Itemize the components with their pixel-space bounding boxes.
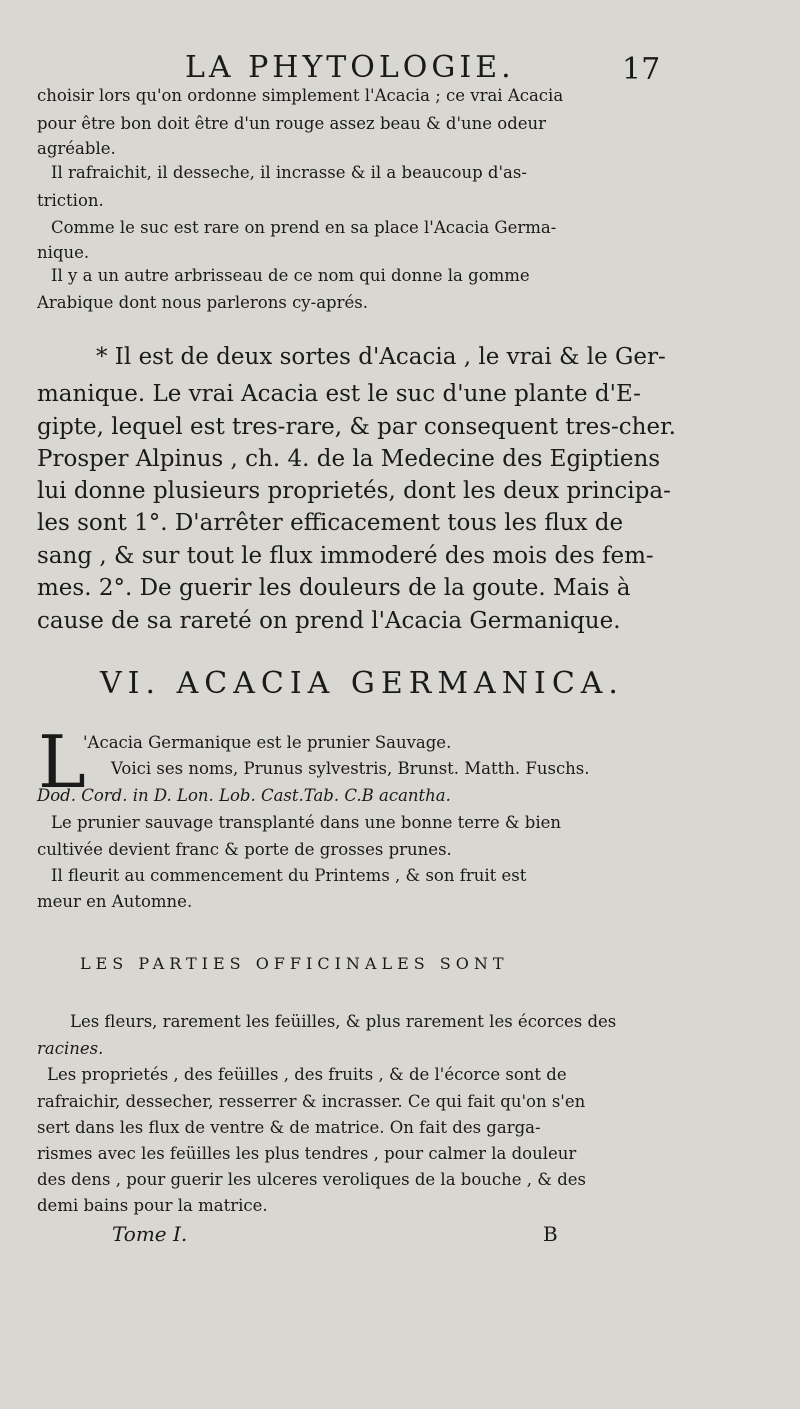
text-line: Comme le suc est rare on prend en sa place l'Acacia Germa- (51, 218, 557, 237)
note-line: lui donne plusieurs proprietés, dont les deux principa- (37, 478, 671, 504)
note-line: Prosper Alpinus , ch. 4. de la Medecine des Egiptiens (37, 446, 661, 472)
text-line: Les fleurs, rarement les feüilles, & plus rarement les écorces des (70, 1012, 617, 1031)
text-line: rafraichir, dessecher, resserrer & incrasser. Ce qui fait qu'on s'en (37, 1092, 586, 1111)
text-line: Il rafraichit, il desseche, il incrasse & il a beaucoup d'as- (51, 163, 527, 182)
note-line: sang , & sur tout le flux immoderé des mois des fem- (37, 543, 654, 569)
subheading: LES PARTIES OFFICINALES SONT (80, 954, 509, 973)
text-line: nique. (37, 243, 90, 262)
text-line: Le prunier sauvage transplanté dans une bonne terre & bien (51, 813, 562, 832)
section-heading: VI. ACACIA GERMANICA. (100, 666, 624, 701)
note-line: cause de sa rareté on prend l'Acacia Germanique. (37, 608, 621, 634)
note-line: mes. 2°. De guerir les douleurs de la goute. Mais à (37, 575, 631, 601)
note-line: les sont 1°. D'arrêter efficacement tous les flux de (37, 510, 624, 536)
text-line: triction. (37, 191, 104, 210)
text-line: sert dans les flux de ventre & de matrice. On fait des garga- (37, 1118, 541, 1137)
text-line: rismes avec les feüilles les plus tendres , pour calmer la douleur (37, 1144, 577, 1163)
note-line: * Il est de deux sortes d'Acacia , le vrai & le Ger- (96, 344, 666, 370)
text-line: Il y a un autre arbrisseau de ce nom qui donne la gomme (51, 266, 530, 285)
text-line: des dens , pour guerir les ulceres veroliques de la bouche , & des (37, 1170, 587, 1189)
text-line: demi bains pour la matrice. (37, 1196, 268, 1215)
text-line: racines. (37, 1039, 104, 1058)
text-line: choisir lors qu'on ordonne simplement l'Acacia ; ce vrai Acacia (37, 86, 564, 105)
text-line: Les proprietés , des feüilles , des fruits , & de l'écorce sont de (47, 1065, 567, 1084)
drop-cap: L (38, 720, 86, 804)
page-number: 17 (622, 52, 661, 87)
running-title: LA PHYTOLOGIE. (185, 50, 515, 85)
text-line: 'Acacia Germanique est le prunier Sauvage. (83, 733, 452, 752)
text-line: Voici ses noms, Prunus sylvestris, Brunst. Matth. Fuschs. (111, 759, 590, 778)
text-line: pour être bon doit être d'un rouge assez beau & d'une odeur (37, 114, 547, 133)
text-line: agréable. (37, 139, 116, 158)
text-line: Il fleurit au commencement du Printems , & son fruit est (51, 866, 527, 885)
text-line: cultivée devient franc & porte de grosses prunes. (37, 840, 452, 859)
text-line: meur en Automne. (37, 892, 193, 911)
text-line: Arabique dont nous parlerons cy-aprés. (37, 293, 368, 312)
volume-signature: Tome I. (112, 1222, 188, 1246)
text-line: Dod. Cord. in D. Lon. Lob. Cast.Tab. C.B acantha. (37, 786, 451, 805)
gathering-signature: B (543, 1222, 558, 1246)
note-line: gipte, lequel est tres-rare, & par consequent tres-cher. (37, 414, 676, 440)
note-line: manique. Le vrai Acacia est le suc d'une plante d'E- (37, 381, 641, 407)
